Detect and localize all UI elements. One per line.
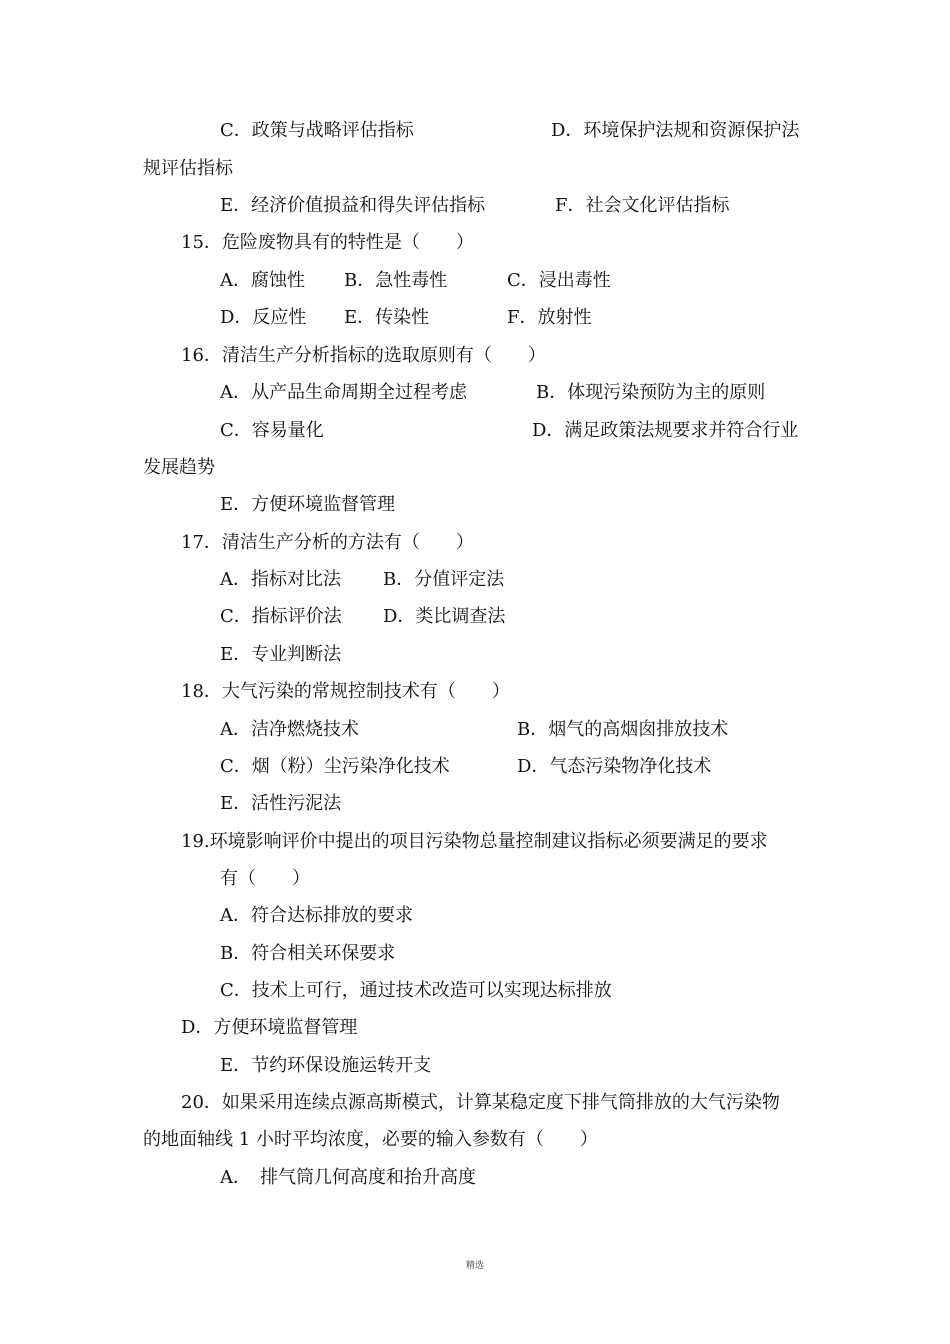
q15-option-b: B．急性毒性	[344, 270, 448, 291]
q15-option-e: E．传染性	[344, 307, 430, 328]
q16-option-e: E．方便环境监督管理	[220, 494, 396, 515]
q18-option-b: B．烟气的高烟囱排放技术	[517, 719, 729, 740]
option-c: C．政策与战略评估指标	[220, 120, 414, 141]
q18-option-d: D．气态污染物净化技术	[517, 756, 712, 777]
q15-option-f: F．放射性	[507, 307, 592, 328]
q16-option-c: C．容易量化	[220, 420, 324, 441]
question-19-continuation: 有（ ）	[220, 868, 310, 889]
q17-option-b: B．分值评定法	[383, 569, 505, 590]
q15-option-c: C．浸出毒性	[507, 270, 611, 291]
q19-option-c: C．技术上可行，通过技术改造可以实现达标排放	[220, 980, 612, 1001]
q17-option-d: D．类比调查法	[383, 606, 506, 627]
q19-option-b: B．符合相关环保要求	[220, 943, 396, 964]
option-d: D．环境保护法规和资源保护法	[551, 120, 800, 141]
q18-option-e: E．活性污泥法	[220, 793, 342, 814]
question-19: 19.环境影响评价中提出的项目污染物总量控制建议指标必须要满足的要求	[181, 831, 768, 852]
q19-option-d: D．方便环境监督管理	[181, 1017, 358, 1038]
q15-option-d: D．反应性	[220, 307, 307, 328]
q15-option-a: A．腐蚀性	[220, 270, 305, 291]
page-footer: 精选	[465, 1261, 484, 1271]
q16-option-b: B．体现污染预防为主的原则	[536, 382, 766, 403]
q16-option-d-continuation: 发展趋势	[143, 457, 215, 478]
q16-option-d: D．满足政策法规要求并符合行业	[532, 420, 799, 441]
option-d-continuation: 规评估指标	[143, 158, 233, 179]
q19-option-e: E．节约环保设施运转开支	[220, 1055, 432, 1076]
q18-option-c: C．烟（粉）尘污染净化技术	[220, 756, 450, 777]
option-f: F．社会文化评估指标	[555, 195, 730, 216]
q18-option-a: A．洁净燃烧技术	[220, 719, 359, 740]
question-15: 15．危险废物具有的特性是（ ）	[181, 232, 474, 253]
q19-option-a: A．符合达标排放的要求	[220, 905, 413, 926]
question-16: 16．清洁生产分析指标的选取原则有（ ）	[181, 345, 546, 366]
question-20: 20．如果采用连续点源高斯模式，计算某稳定度下排气筒排放的大气污染物	[181, 1092, 780, 1113]
q17-option-e: E．专业判断法	[220, 644, 342, 665]
q17-option-c: C．指标评价法	[220, 606, 342, 627]
question-18: 18．大气污染的常规控制技术有（ ）	[181, 681, 510, 702]
q16-option-a: A．从产品生命周期全过程考虑	[220, 382, 467, 403]
q17-option-a: A．指标对比法	[220, 569, 341, 590]
option-e: E．经济价值损益和得失评估指标	[220, 195, 486, 216]
q20-option-a: A． 排气筒几何高度和抬升高度	[220, 1167, 476, 1188]
question-17: 17．清洁生产分析的方法有（ ）	[181, 532, 474, 553]
question-20-continuation: 的地面轴线 1 小时平均浓度，必要的输入参数有（ ）	[143, 1129, 598, 1150]
